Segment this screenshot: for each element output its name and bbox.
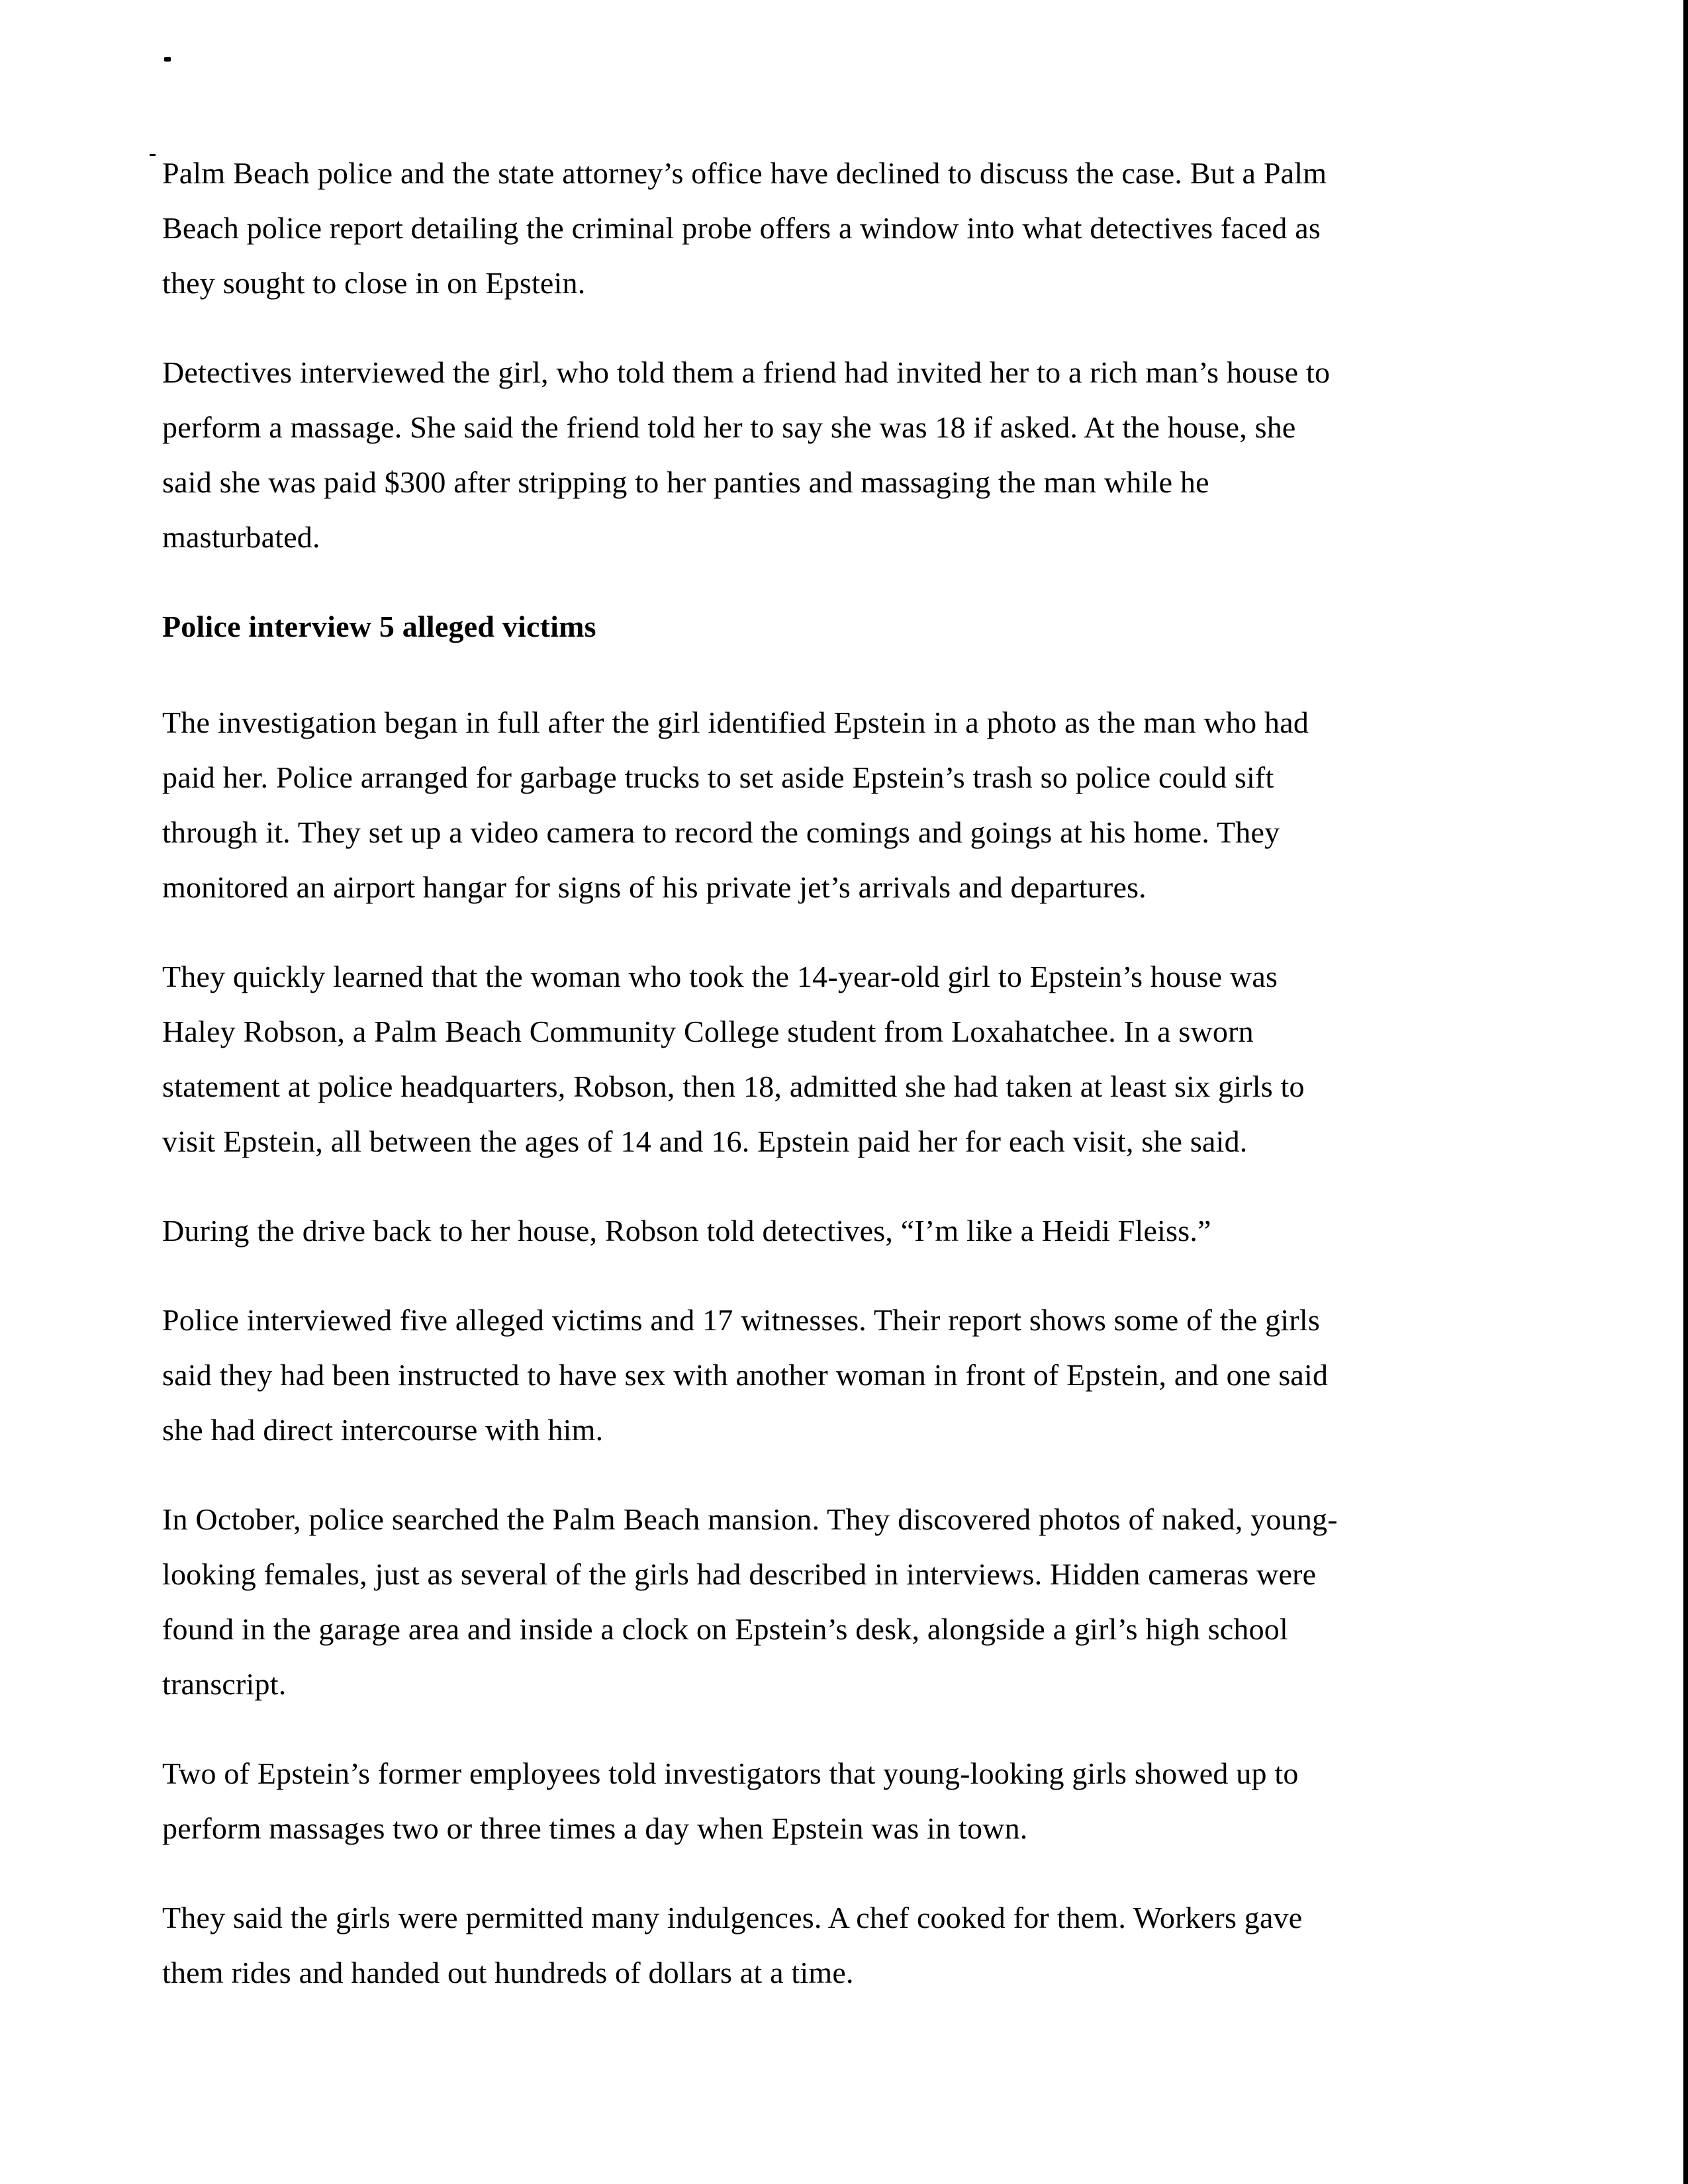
text-line: Beach police report detailing the criminal probe offers a window into what detectives faced as <box>162 211 1321 245</box>
paragraph <box>162 345 1536 565</box>
text-line: masturbated. <box>162 520 320 554</box>
text-line: perform massages two or three times a day when Epstein was in town. <box>162 1811 1028 1845</box>
text-line: them rides and handed out hundreds of dollars at a time. <box>162 1956 854 1989</box>
paragraph <box>162 1203 1536 1258</box>
text-line: perform a massage. She said the friend told her to say she was 18 if asked. At the house, she <box>162 410 1296 444</box>
text-line: Palm Beach police and the state attorney’s office have declined to discuss the case. But a Palm <box>162 156 1327 190</box>
scan-dash-mark <box>150 154 156 156</box>
right-edge-scan-bar <box>1683 0 1688 2184</box>
text-line: monitored an airport hangar for signs of his private jet’s arrivals and departures. <box>162 870 1147 904</box>
text-line: they sought to close in on Epstein. <box>162 266 586 300</box>
text-line: Police interviewed five alleged victims and 17 witnesses. Their report shows some of the girls <box>162 1303 1320 1337</box>
paragraph <box>162 949 1536 1169</box>
text-line: They said the girls were permitted many indulgences. A chef cooked for them. Workers gave <box>162 1901 1303 1934</box>
scan-speck-mark <box>164 57 171 62</box>
paragraph <box>162 1492 1536 1711</box>
text-line: through it. They set up a video camera to record the comings and goings at his home. They <box>162 815 1280 849</box>
section-heading <box>162 599 1536 654</box>
text-line: They quickly learned that the woman who took the 14-year-old girl to Epstein’s house was <box>162 960 1278 993</box>
text-line: transcript. <box>162 1667 287 1701</box>
article-body <box>162 146 1536 2034</box>
text-line: said they had been instructed to have sex with another woman in front of Epstein, and one said <box>162 1358 1329 1392</box>
paragraph <box>162 1890 1536 2000</box>
text-line: Two of Epstein’s former employees told investigators that young-looking girls showed up to <box>162 1756 1299 1790</box>
text-line: looking females, just as several of the girls had described in interviews. Hidden cameras were <box>162 1557 1317 1591</box>
text-line: Detectives interviewed the girl, who told them a friend had invited her to a rich man’s house to <box>162 355 1331 389</box>
text-line: During the drive back to her house, Robson told detectives, “I’m like a Heidi Fleiss.” <box>162 1214 1211 1248</box>
paragraph <box>162 1293 1536 1457</box>
text-line: Police interview 5 alleged victims <box>162 610 596 643</box>
text-line: she had direct intercourse with him. <box>162 1413 604 1447</box>
text-line: statement at police headquarters, Robson, then 18, admitted she had taken at least six girls to <box>162 1069 1305 1103</box>
text-line: found in the garage area and inside a clock on Epstein’s desk, alongside a girl’s high school <box>162 1612 1288 1646</box>
paragraph <box>162 1746 1536 1856</box>
text-line: visit Epstein, all between the ages of 14 and 16. Epstein paid her for each visit, she said. <box>162 1124 1248 1158</box>
paragraph <box>162 146 1536 310</box>
text-line: In October, police searched the Palm Beach mansion. They discovered photos of naked, young- <box>162 1502 1338 1536</box>
text-line: Haley Robson, a Palm Beach Community College student from Loxahatchee. In a sworn <box>162 1015 1254 1048</box>
paragraph <box>162 695 1536 915</box>
text-line: paid her. Police arranged for garbage trucks to set aside Epstein’s trash so police could sift <box>162 760 1274 794</box>
text-line: said she was paid $300 after stripping to her panties and massaging the man while he <box>162 465 1209 499</box>
text-line: The investigation began in full after the girl identified Epstein in a photo as the man who had <box>162 705 1309 739</box>
